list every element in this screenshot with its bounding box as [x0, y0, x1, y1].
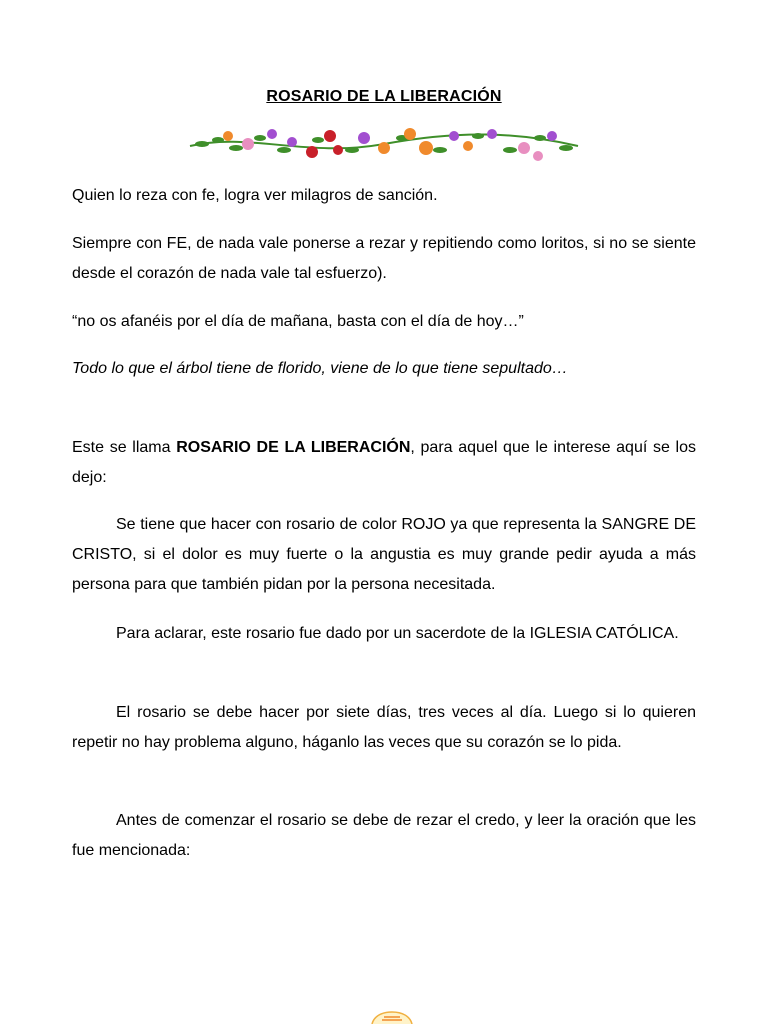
rosary-name-bold: ROSARIO DE LA LIBERACIÓN: [176, 439, 411, 456]
paragraph-5-text-end: , para aquel que le interese aquí se los dejo:: [72, 439, 696, 486]
paragraph-1: Quien lo reza con fe, logra ver milagros de sanción.: [72, 187, 438, 204]
document-title: ROSARIO DE LA LIBERACIÓN: [266, 88, 502, 105]
paragraph-9: Antes de comenzar el rosario se debe de rezar el credo, y leer la oración que les fue mencionada:: [72, 812, 696, 859]
flower-garland-image: [188, 122, 580, 164]
paragraph-4: Todo lo que el árbol tiene de florido, viene de lo que tiene sepultado…: [72, 360, 568, 377]
paragraph-5-text-start: Este se llama: [72, 439, 177, 456]
paragraph-3: “no os afanéis por el día de mañana, basta con el día de hoy…”: [72, 313, 524, 330]
ornament-icon: [368, 1010, 416, 1024]
paragraph-2: Siempre con FE, de nada vale ponerse a rezar y repitiendo como loritos, si no se siente desde el corazón de nada vale tal esfuerzo).: [72, 235, 696, 282]
paragraph-8: El rosario se debe hacer por siete días, tres veces al día. Luego si lo quieren repetir no hay problema alguno, háganlo las veces que su corazón se lo pida.: [72, 704, 696, 751]
paragraph-6: Se tiene que hacer con rosario de color ROJO ya que representa la SANGRE DE CRISTO, si el dolor es muy fuerte o la angustia es muy grande pedir ayuda a más persona para que también pidan por la persona necesitada.: [72, 516, 696, 593]
paragraph-5: [72, 433, 696, 493]
paragraph-7: Para aclarar, este rosario fue dado por un sacerdote de la IGLESIA CATÓLICA.: [116, 625, 679, 642]
